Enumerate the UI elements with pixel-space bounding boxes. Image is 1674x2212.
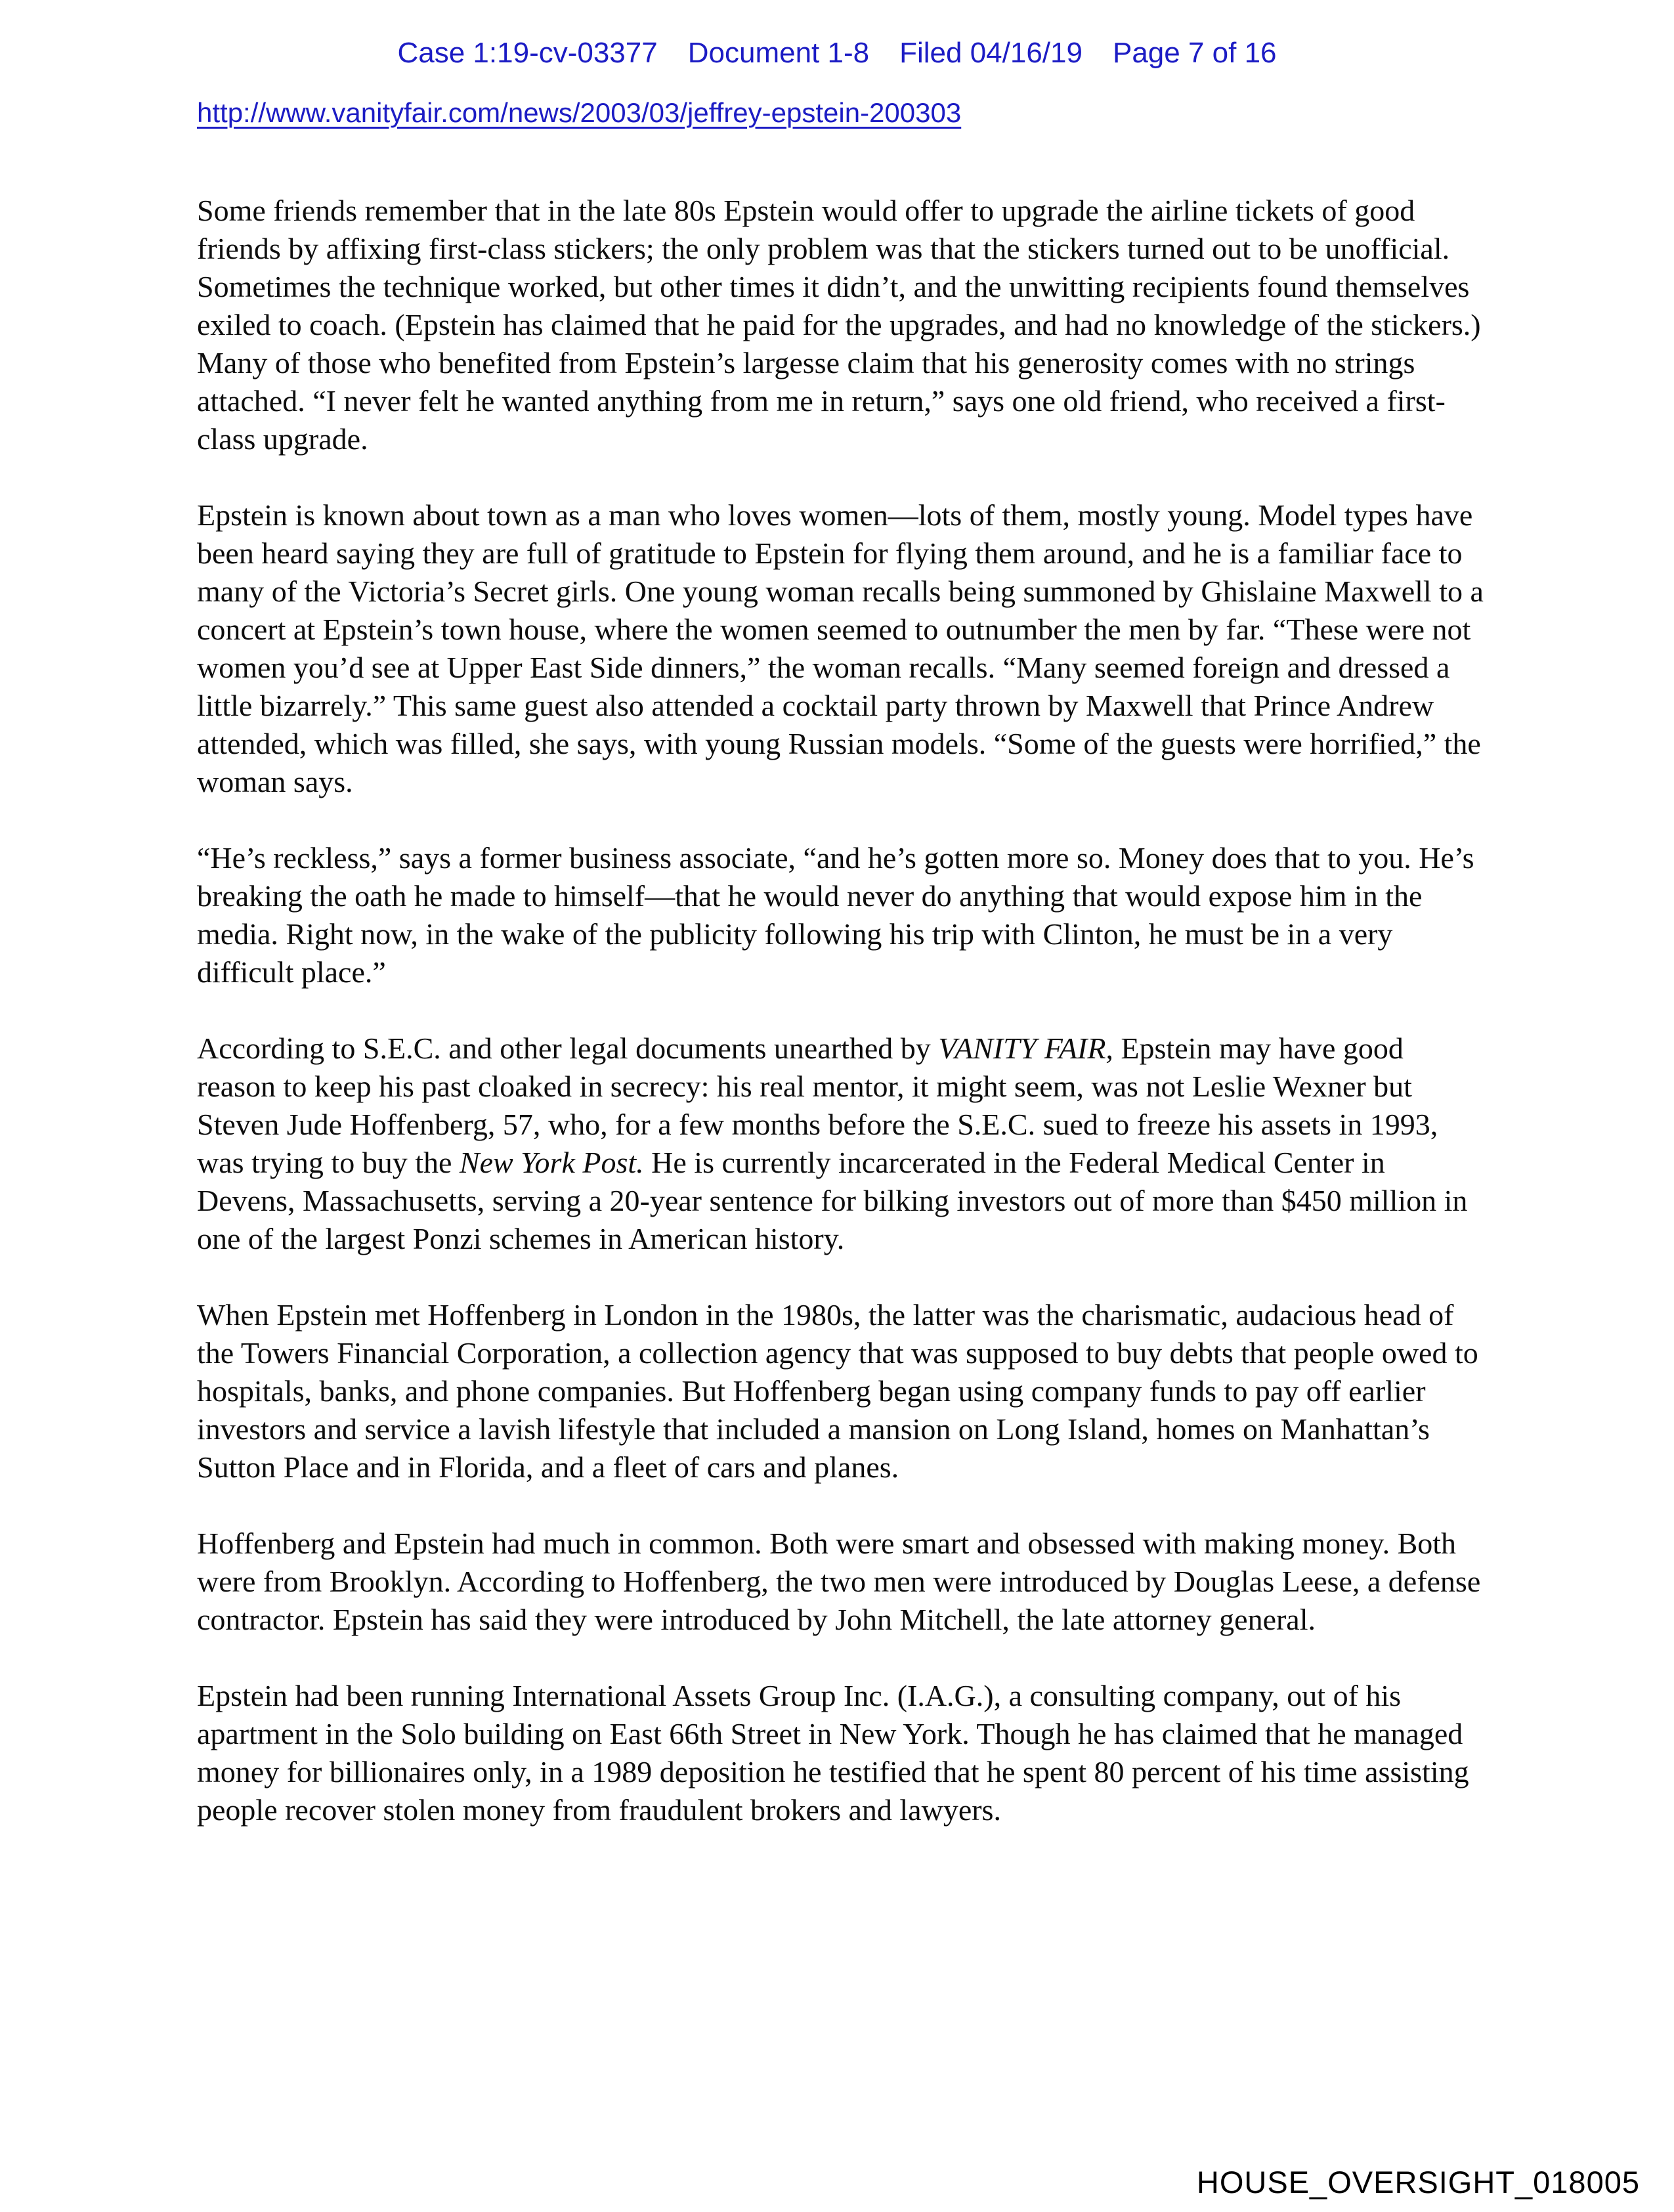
case-caption-header [0,37,1674,70]
filed-date: Filed 04/16/19 [899,37,1083,69]
page-number: Page 7 of 16 [1112,37,1277,69]
article-paragraph-5 [197,1296,1484,1486]
text-run: According to S.E.C. and other legal documents unearthed by [197,1031,939,1065]
text-run: Epstein is known about town as a man who loves women—lots of them, mostly young. Model types have been heard saying they are full of gratitude to Epstein for flying them around, and he is a familiar face to many of the Victoria’s Secret girls. One young woman recalls being summoned by Ghislaine Maxwell to a concert at Epstein’s town house, where the women seemed to outnumber the men by far. “These were not women you’d see at Upper East Side dinners,” the woman recalls. “Many seemed foreign and dressed a little bizarrely.” This same guest also attended a cocktail party thrown by Maxwell that Prince Andrew attended, which was filled, she says, with young Russian models. “Some of the guests were horrified,” the woman says. [197,498,1484,798]
text-run: He is currently incarcerated in the Federal Medical Center in Devens, Massachusetts, serving a 20-year sentence for bilking investors out of more than $450 million in one of the largest Ponzi schemes in American history. [197,1146,1468,1255]
text-run: “He’s reckless,” says a former business associate, “and he’s gotten more so. Money does that to you. He’s breaking the oath he made to himself—that he would never do anything that would expose him in the media. Right now, in the wake of the publicity following his trip with Clinton, he must be in a very difficult place.” [197,841,1474,989]
article-paragraph-1 [197,192,1484,458]
article-paragraph-6 [197,1525,1484,1639]
newspaper-title-run: New York Post. [459,1146,644,1179]
text-run: Some friends remember that in the late 80s Epstein would offer to upgrade the airline tickets of good friends by affixing first-class stickers; the only problem was that the stickers turned out to be unofficial. Sometimes the technique worked, but other times it didn’t, and the unwitting recipients found themselves exiled to coach. (Epstein has claimed that he paid for the upgrades, and had no knowledge of the stickers.) Many of those who benefited from Epstein’s largesse claim that his generosity comes with no strings attached. “I never felt he wanted anything from me in return,” says one old friend, who received a first-class upgrade. [197,194,1481,456]
article-paragraph-2 [197,496,1484,801]
document-number: Document 1-8 [687,37,870,69]
article-body [197,192,1484,1867]
bates-stamp: HOUSE_OVERSIGHT_018005 [1196,2165,1640,2200]
article-paragraph-4 [197,1030,1484,1258]
text-run: Hoffenberg and Epstein had much in common. Both were smart and obsessed with making money. Both were from Brooklyn. According to Hoffenberg, the two men were introduced by Douglas Leese, a defense contractor. Epstein has said they were introduced by John Mitchell, the late attorney general. [197,1527,1481,1636]
text-run: When Epstein met Hoffenberg in London in the 1980s, the latter was the charismatic, audacious head of the Towers Financial Corporation, a collection agency that was supposed to buy debts that people owed to hospitals, banks, and phone companies. But Hoffenberg began using company funds to pay off earlier investors and service a lavish lifestyle that included a mansion on Long Island, homes on Manhattan’s Sutton Place and in Florida, and a fleet of cars and planes. [197,1298,1478,1484]
source-url-link[interactable]: http://www.vanityfair.com/news/2003/03/jeffrey-epstein-200303 [197,97,962,128]
text-run: Epstein had been running International Assets Group Inc. (I.A.G.), a consulting company, out of his apartment in the Solo building on East 66th Street in New York. Though he has claimed that he managed money for billionaires only, in a 1989 deposition he testified that he spent 80 percent of his time assisting people recover stolen money from fraudulent brokers and lawyers. [197,1679,1469,1827]
article-paragraph-3 [197,839,1484,991]
article-paragraph-7 [197,1677,1484,1829]
text-run: Epstein may have good reason to keep his past cloaked in secrecy: his real mentor, it might seem, was not Leslie Wexner but Steven Jude Hoffenberg, 57, who, for a few months before the S.E.C. sued to freeze his assets in 1993, was trying to buy the [197,1031,1438,1179]
magazine-title-run: VANITY FAIR, [938,1031,1113,1065]
case-number: Case 1:19-cv-03377 [397,37,658,69]
